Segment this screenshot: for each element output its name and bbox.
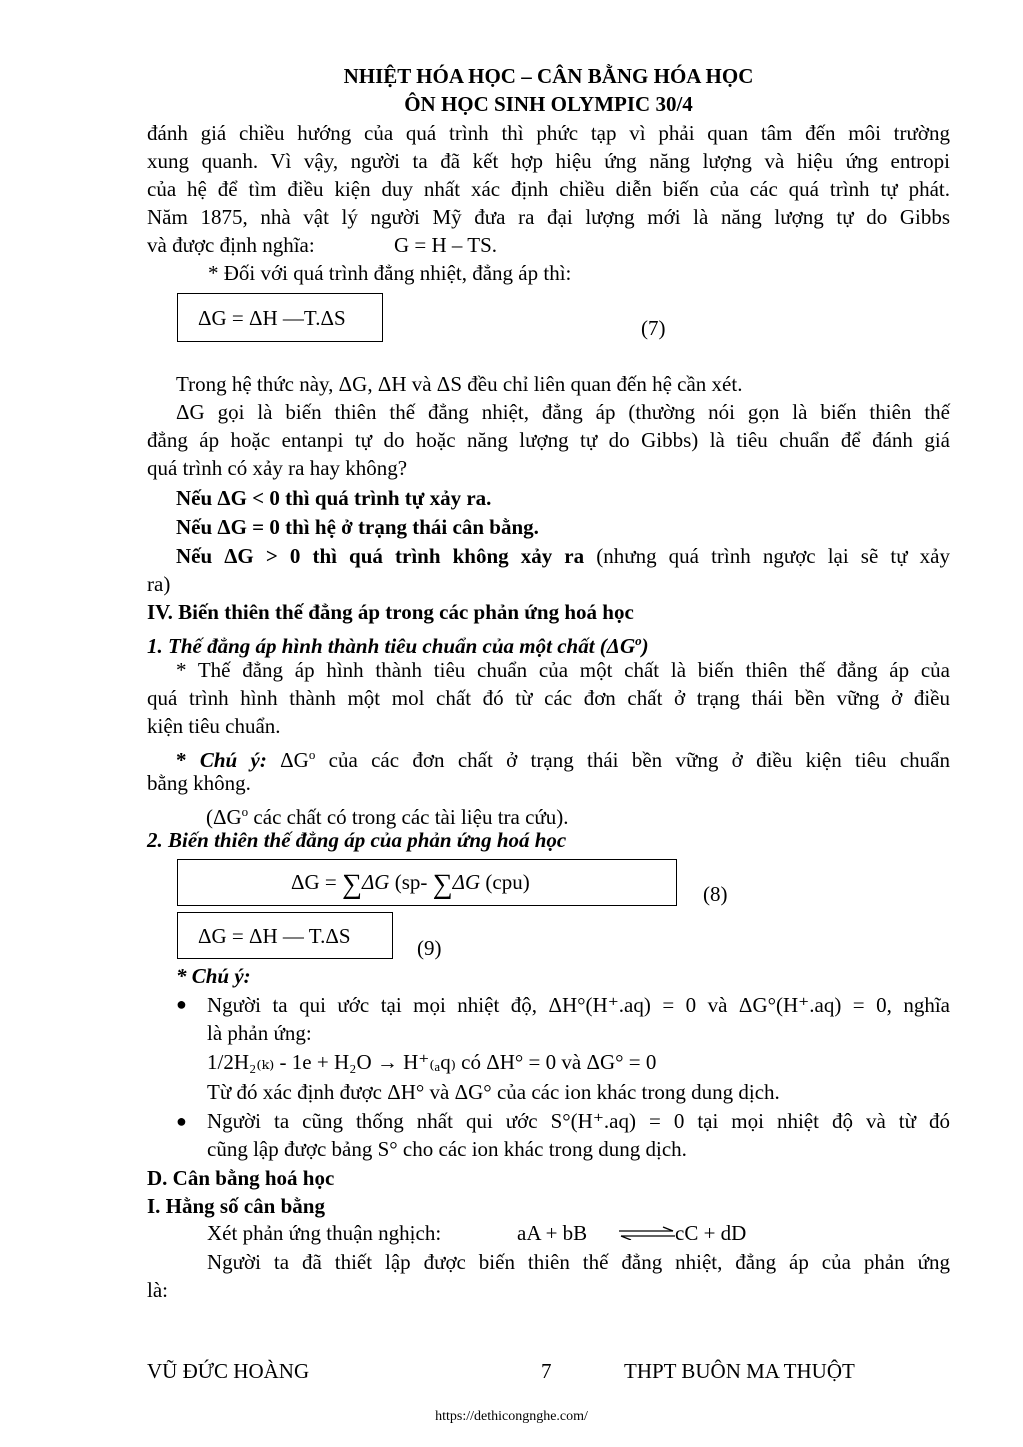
bullet-1-line: Từ đó xác định được ΔH° và ΔG° của các ion khác trong dung dịch. bbox=[207, 1080, 780, 1104]
footer-url[interactable]: https://dethicongnghe.com/ bbox=[435, 1409, 588, 1424]
equation-9-number: (9) bbox=[417, 936, 442, 960]
footer-page-number: 7 bbox=[541, 1359, 552, 1383]
note-1-continuation: bằng không. bbox=[147, 771, 251, 795]
subsection-1-text: 1. Thế đẳng áp hình thành tiêu chuẩn của một chất (ΔG bbox=[147, 634, 636, 658]
equation-9-box bbox=[177, 912, 393, 959]
equation-9: ΔG = ΔH — T.ΔS bbox=[198, 924, 351, 948]
lookup-note-open: (ΔG bbox=[206, 805, 242, 829]
reactants-label: (cpu) bbox=[480, 870, 530, 894]
bullet-2-line: cũng lập được bảng S° cho các ion khác trong dung dịch. bbox=[207, 1137, 687, 1161]
note-1-text: ΔG bbox=[266, 748, 309, 772]
rule-positive-continuation: ra) bbox=[147, 572, 171, 596]
equation-7-box bbox=[177, 293, 383, 342]
equation-8-lhs: ΔG = bbox=[291, 870, 343, 894]
sum-symbol: ∑ bbox=[342, 869, 362, 900]
paragraph-line: Năm 1875, nhà vật lý người Mỹ đưa ra đại lượng mới là năng lượng tự do Gibbs bbox=[147, 205, 950, 229]
superscript-o: o bbox=[241, 804, 249, 819]
paragraph-line: là: bbox=[147, 1278, 168, 1302]
paragraph-line: * Thế đẳng áp hình thành tiêu chuẩn của một chất là biến thiên thế đẳng áp của bbox=[176, 658, 950, 682]
superscript-o: o bbox=[635, 633, 642, 648]
subsection-2-heading: 2. Biến thiên thế đẳng áp của phản ứng hoá học bbox=[147, 828, 567, 852]
note-1-label: Chú ý: bbox=[199, 748, 267, 772]
paragraph-line: quá trình hình thành một mol chất đó từ các đơn chất ở trạng thái bền vững ở điều bbox=[147, 686, 950, 710]
rule-positive-bold: Nếu ΔG > 0 thì quá trình không xảy ra bbox=[176, 544, 585, 568]
products-label: (sp- bbox=[389, 870, 433, 894]
paragraph-line: Người ta đã thiết lập được biến thiên thế đẳng nhiệt, đẳng áp của phản ứng bbox=[207, 1250, 950, 1274]
bullet-icon: ● bbox=[176, 994, 187, 1014]
gibbs-definition-line bbox=[147, 231, 950, 259]
lookup-note-text: các chất có trong các tài liệu tra cứu). bbox=[248, 805, 569, 829]
gibbs-definition-text: và được định nghĩa: bbox=[147, 233, 315, 257]
bullet-2-line: Người ta cũng thống nhất qui ước S°(H⁺.aq) = 0 tại mọi nhiệt độ và từ đó bbox=[207, 1109, 950, 1133]
sum-symbol: ∑ bbox=[432, 869, 453, 900]
section-i-heading: I. Hằng số cân bằng bbox=[147, 1194, 325, 1218]
relation-note: Trong hệ thức này, ΔG, ΔH và ΔS đều chỉ liên quan đến hệ cần xét. bbox=[176, 372, 743, 396]
note-2-label: * Chú ý: bbox=[176, 964, 251, 988]
paragraph-line: của hệ để tìm điều kiện duy nhất xác định chiều diễn biến của các quá trình tự phát. bbox=[147, 177, 950, 201]
reactants: aA + bB bbox=[517, 1221, 588, 1245]
section-d-heading: D. Cân bằng hoá học bbox=[147, 1166, 335, 1190]
footer-author: VŨ ĐỨC HOÀNG bbox=[147, 1359, 310, 1383]
paragraph-line: kiện tiêu chuẩn. bbox=[147, 714, 281, 738]
bullet-1-line: Người ta qui ước tại mọi nhiệt độ, ΔH°(H⁺.aq) = 0 và ΔG°(H⁺.aq) = 0, nghĩa bbox=[207, 993, 950, 1017]
rule-zero: Nếu ΔG = 0 thì hệ ở trạng thái cân bằng. bbox=[176, 515, 539, 539]
paragraph-line: xung quanh. Vì vậy, người ta đã kết hợp hiệu ứng năng lượng và hiệu ứng entropi bbox=[147, 149, 950, 173]
equation-8-box bbox=[177, 859, 677, 906]
equilibrium-arrow-icon bbox=[617, 1226, 677, 1240]
equation-8 bbox=[291, 866, 530, 901]
footer-school: THPT BUÔN MA THUỘT bbox=[624, 1359, 855, 1383]
equation-7-number: (7) bbox=[641, 316, 666, 340]
isobaric-note: * Đối với quá trình đẳng nhiệt, đẳng áp thì: bbox=[208, 261, 572, 285]
reversible-reaction-line bbox=[207, 1219, 1010, 1247]
header-title-line1: NHIỆT HÓA HỌC – CÂN BẰNG HÓA HỌC bbox=[343, 64, 754, 88]
delta-g-reactants: ΔG bbox=[452, 870, 481, 894]
rule-positive bbox=[176, 542, 950, 570]
paragraph-line: quá trình có xảy ra hay không? bbox=[147, 456, 408, 480]
reaction-equation: 1/2H₂₍ₖ₎ - 1e + H₂O → H⁺₍ₐq₎ có ΔH° = 0 và ΔG° = 0 bbox=[207, 1050, 657, 1074]
rule-positive-note: (nhưng quá trình ngược lại sẽ tự xảy bbox=[584, 544, 950, 568]
paragraph-line: đánh giá chiều hướng của quá trình thì phức tạp vì phải quan tâm đến môi trường bbox=[147, 121, 950, 145]
note-1-text-rest: của các đơn chất ở trạng thái bền vững ở điều kiện tiêu chuẩn bbox=[315, 748, 950, 772]
gibbs-formula: G = H – TS. bbox=[394, 233, 498, 257]
delta-g-products: ΔG bbox=[361, 870, 390, 894]
reversible-reaction-label: Xét phản ứng thuận nghịch: bbox=[207, 1221, 442, 1245]
paragraph-line: đẳng áp hoặc entanpi tự do hoặc năng lượng tự do Gibbs) là tiêu chuẩn để đánh giá bbox=[147, 428, 950, 452]
paragraph-line: ΔG gọi là biến thiên thế đẳng nhiệt, đẳng áp (thường nói gọn là biến thiên thế bbox=[176, 400, 950, 424]
superscript-o: o bbox=[308, 747, 316, 762]
subsection-1-close: ) bbox=[641, 634, 649, 658]
bullet-1-line: là phản ứng: bbox=[207, 1021, 312, 1045]
bullet-icon: ● bbox=[176, 1111, 187, 1131]
equation-8-number: (8) bbox=[703, 882, 728, 906]
header-title-line2: ÔN HỌC SINH OLYMPIC 30/4 bbox=[404, 92, 693, 116]
rule-negative: Nếu ΔG < 0 thì quá trình tự xảy ra. bbox=[176, 486, 492, 510]
note-1-star: * bbox=[176, 748, 200, 772]
products: cC + dD bbox=[675, 1221, 747, 1245]
section-iv-heading: IV. Biến thiên thế đẳng áp trong các phản ứng hoá học bbox=[147, 600, 634, 624]
equation-7: ΔG = ΔH —T.ΔS bbox=[198, 306, 346, 330]
